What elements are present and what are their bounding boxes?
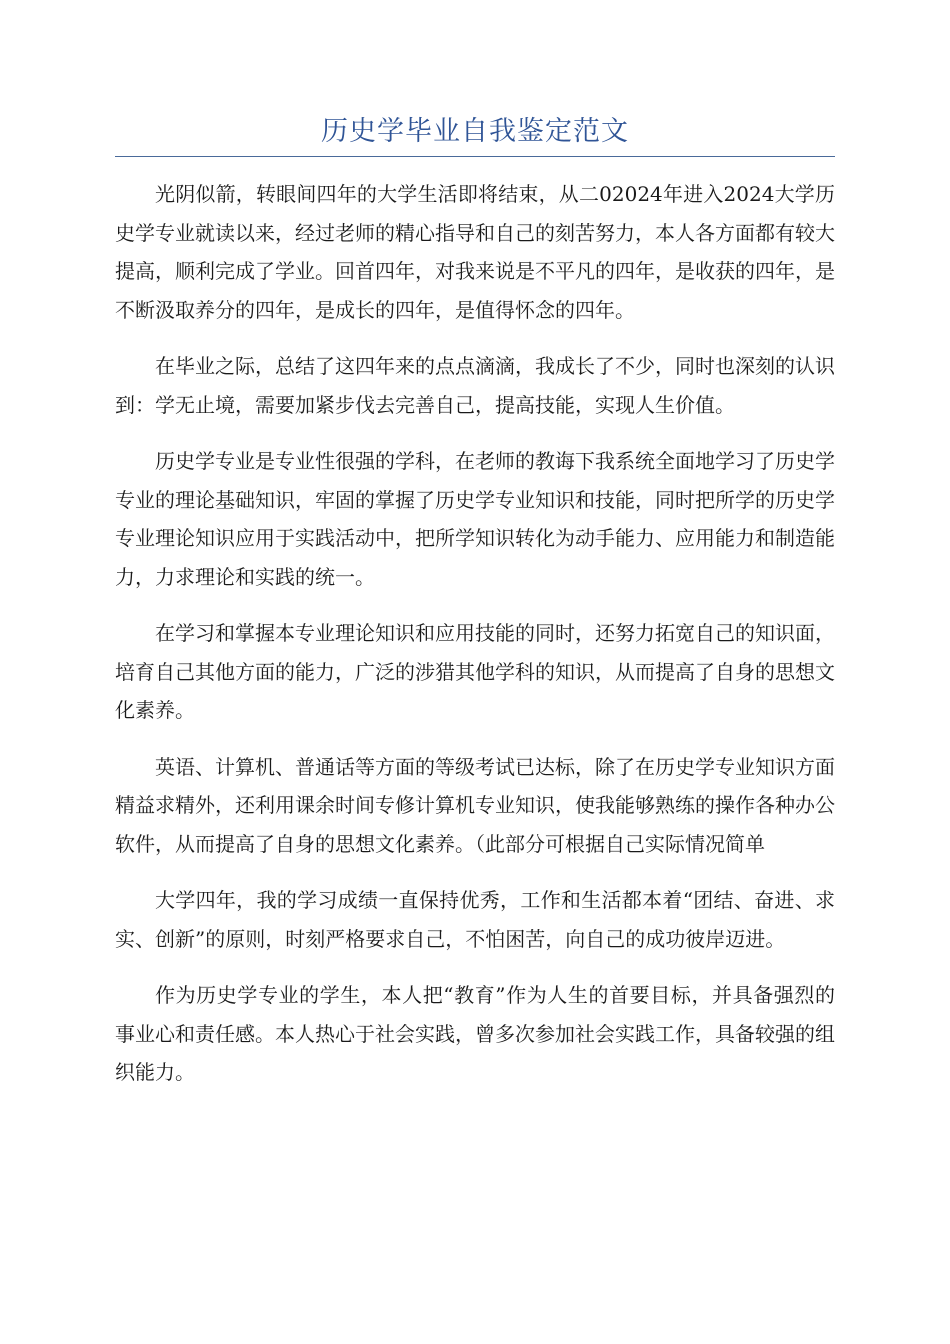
paragraph-3: 历史学专业是专业性很强的学科，在老师的教诲下我系统全面地学习了历史学专业的理论基础知识，牢固的掌握了历史学专业知识和技能，同时把所学的历史学专业理论知识应用于实践活动中，把所学知识转化为动手能力、应用能力和制造能力，力求理论和实践的统一。 <box>115 449 835 589</box>
title-block <box>115 108 835 157</box>
paragraph-7: 作为历史学专业的学生，本人把“教育”作为人生的首要目标，并具备强烈的事业心和责任感。本人热心于社会实践，曾多次参加社会实践工作，具备较强的组织能力。 <box>115 983 835 1084</box>
paragraph-2: 在毕业之际，总结了这四年来的点点滴滴，我成长了不少，同时也深刻的认识到：学无止境，需要加紧步伐去完善自己，提高技能，实现人生价值。 <box>115 354 835 417</box>
paragraph-6: 大学四年，我的学习成绩一直保持优秀，工作和生活都本着“团结、奋进、求实、创新”的原则，时刻严格要求自己，不怕困苦，向自己的成功彼岸迈进。 <box>115 888 835 951</box>
paragraph-1: 光阴似箭，转眼间四年的大学生活即将结束，从二02024年进入2024大学历史学专业就读以来，经过老师的精心指导和自己的刻苦努力，本人各方面都有较大提高，顺利完成了学业。回首四年，对我来说是不平凡的四年，是收获的四年，是不断汲取养分的四年，是成长的四年，是值得怀念的四年。 <box>115 182 835 322</box>
document-title: 历史学毕业自我鉴定范文 <box>321 116 629 147</box>
paragraph-5: 英语、计算机、普通话等方面的等级考试已达标，除了在历史学专业知识方面精益求精外，还利用课余时间专修计算机专业知识，使我能够熟练的操作各种办公软件，从而提高了自身的思想文化素养。（此部分可根据自己实际情况简单 <box>115 754 835 856</box>
document-body <box>115 175 835 1110</box>
paragraph-4: 在学习和掌握本专业理论知识和应用技能的同时，还努力拓宽自己的知识面，培育自己其他方面的能力，广泛的涉猎其他学科的知识，从而提高了自身的思想文化素养。 <box>115 621 835 722</box>
